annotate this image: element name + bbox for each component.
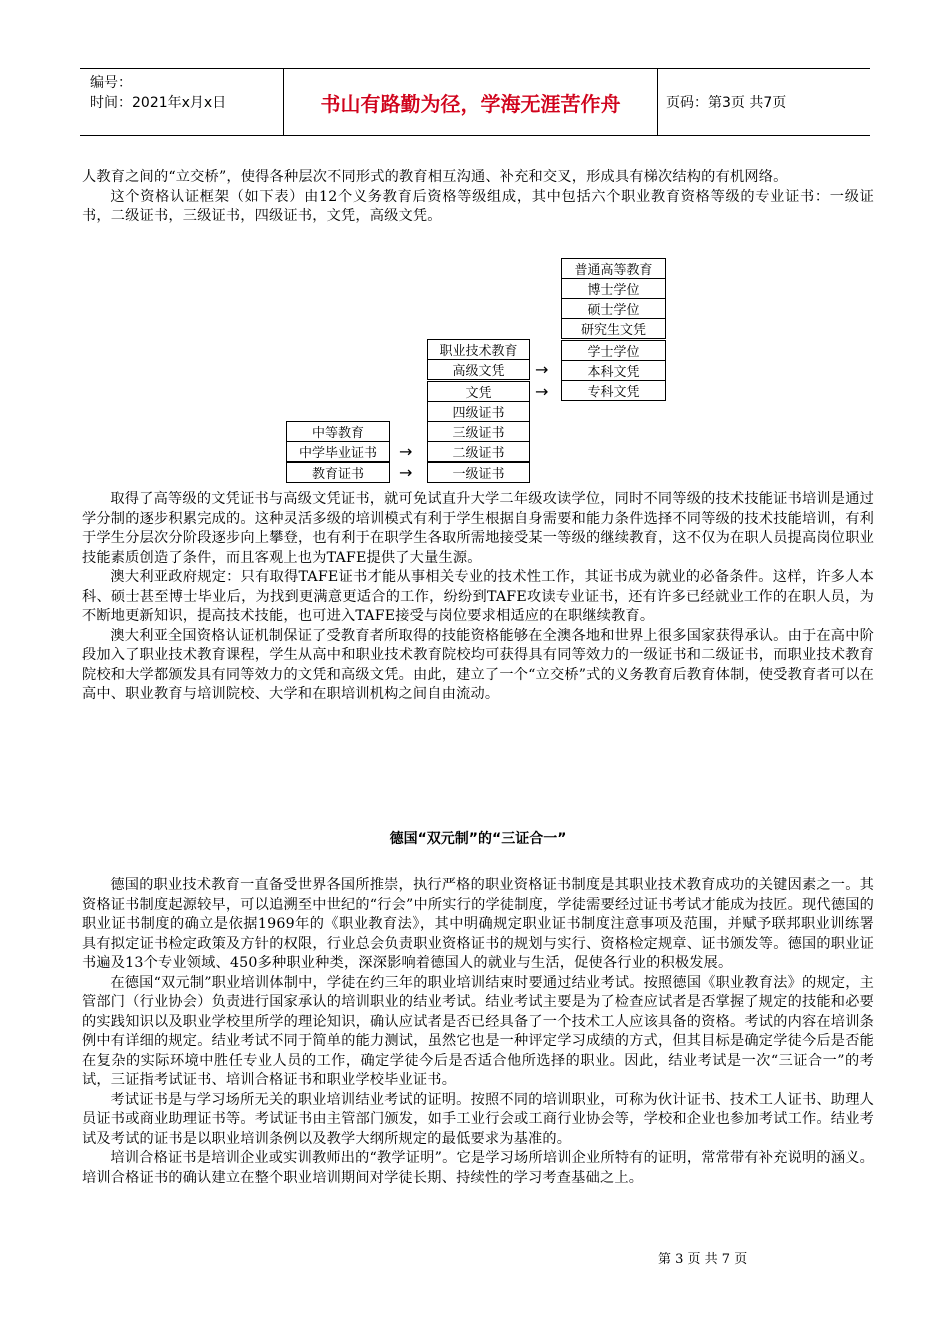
diagram-box-higher-ed-title: 普通高等教育 bbox=[561, 258, 666, 279]
document-number-label: 编号： bbox=[90, 75, 132, 91]
diagram-box-bachelor: 学士学位 bbox=[561, 340, 666, 361]
section-heading: 德国“双元制”的“三证合一” bbox=[389, 831, 567, 847]
diagram-box-cert-3: 三级证书 bbox=[427, 421, 530, 442]
paragraph: 澳大利亚政府规定：只有取得TAFE证书才能从事相关专业的技术性工作，其证书成为就业的必备条件。这样，许多人本科、硕士甚至博士毕业后，为找到更满意更适合的工作，纷纷到TAFE攻读专业证书，还有许多已经就业工作的在职人员，为不断地更新知识，提高技术技能，也可进入TAFE接受与岗位要求相适应的在职继续教育。 bbox=[82, 569, 874, 624]
page-footer: 第 3 页 共 7 页 bbox=[658, 1252, 748, 1267]
header-page-info: 页码：第3页 共7页 bbox=[666, 95, 787, 111]
arrow-right-icon: → bbox=[535, 360, 549, 379]
diagram-box-diploma: 文凭 bbox=[427, 381, 530, 402]
paragraph: 在德国“双元制”职业培训体制中，学徒在约三年的职业培训结束时要通过结业考试。按照德国《职业教育法》的规定，主管部门（行业协会）负责进行国家承认的培训职业的结业考试。结业考试主要是为了检查应试者是否掌握了规定的技能和必要的实践知识以及职业学校里所学的理论知识，确认应试者是否已经具备了一个技术工人应该具备的资格。考试的内容在培训条例中有详细的规定。结业考试不同于简单的能力测试，虽然它也是一种评定学习成绩的方式，但其目标是确定学徒今后是否能在复杂的实际环境中胜任专业人员的工作，确定学徒今后是否适合他所选择的职业。因此，结业考试是一次“三证合一”的考试，三证指考试证书、培训合格证书和职业学校毕业证书。 bbox=[82, 974, 874, 1088]
page-header bbox=[80, 68, 870, 136]
diagram-box-vocational-title: 职业技术教育 bbox=[427, 339, 530, 360]
diagram-box-secondary-certificate: 中学毕业证书 bbox=[286, 441, 390, 462]
diagram-box-undergrad-diploma: 本科文凭 bbox=[561, 360, 666, 381]
diagram-box-doctorate: 博士学位 bbox=[561, 278, 666, 299]
diagram-box-secondary-title: 中等教育 bbox=[286, 421, 390, 442]
diagram-box-cert-2: 二级证书 bbox=[427, 441, 530, 462]
document-date: 时间：2021年x月x日 bbox=[90, 95, 227, 111]
diagram-box-cert-4: 四级证书 bbox=[427, 401, 530, 422]
arrow-right-icon: → bbox=[535, 382, 549, 401]
paragraph: 人教育之间的“立交桥”，使得各种层次不同形式的教育相互沟通、补充和交叉，形成具有梯次结构的有机网络。 bbox=[82, 169, 788, 185]
paragraph: 德国的职业技术教育一直备受世界各国所推崇，执行严格的职业资格证书制度是其职业技术教育成功的关键因素之一。其资格证书制度起源较早，可以追溯至中世纪的“行会”中所实行的学徒制度，学徒需要经过证书考试才能成为技匠。现代德国的职业证书制度的确立是依据1969年的《职业教育法》，其中明确规定职业证书制度注意事项及范围，并赋予联邦职业训练署具有拟定证书检定政策及方针的权限，行业总会负责职业资格证书的规划与实行、资格检定规章、证书颁发等。德国的职业证书遍及13个专业领域、450多种职业种类，深深影响着德国人的就业与生活，促使各行业的积极发展。 bbox=[82, 877, 874, 971]
header-motto: 书山有路勤为径，学海无涯苦作舟 bbox=[283, 69, 658, 135]
diagram-box-associate-diploma: 专科文凭 bbox=[561, 380, 666, 401]
arrow-right-icon: → bbox=[399, 463, 413, 482]
australia-text bbox=[82, 490, 874, 705]
diagram-box-education-certificate: 教育证书 bbox=[286, 462, 390, 483]
diagram-box-cert-1: 一级证书 bbox=[427, 462, 530, 483]
paragraph: 培训合格证书是培训企业或实训教师出的“教学证明”。它是学习场所培训企业所特有的证明，常常带有补充说明的涵义。培训合格证书的确认建立在整个职业培训期间对学徒长期、持续性的学习考查基础之上。 bbox=[82, 1150, 874, 1186]
arrow-right-icon: → bbox=[399, 442, 413, 461]
diagram-box-advanced-diploma: 高级文凭 bbox=[427, 359, 530, 380]
paragraph: 澳大利亚全国资格认证机制保证了受教育者所取得的技能资格能够在全澳各地和世界上很多国家获得承认。由于在高中阶段加入了职业技术教育课程，学生从高中和职业技术教育院校均可获得具有同等效力的一级证书和二级证书，而职业技术教育院校和大学都颁发具有同等效力的文凭和高级文凭。由此，建立了一个“立交桥”式的义务教育后教育体制，使受教育者可以在高中、职业教育与培训院校、大学和在职培训机构之间自由流动。 bbox=[82, 627, 874, 702]
header-meta bbox=[90, 73, 280, 113]
intro-text bbox=[82, 168, 874, 227]
paragraph: 这个资格认证框架（如下表）由12个义务教育后资格等级组成，其中包括六个职业教育资格等级的专业证书：一级证书，二级证书，三级证书，四级证书，文凭，高级文凭。 bbox=[82, 188, 874, 224]
diagram-box-graduate-diploma: 研究生文凭 bbox=[561, 318, 666, 339]
germany-text bbox=[82, 876, 874, 1188]
paragraph: 考试证书是与学习场所无关的职业培训结业考试的证明。按照不同的培训职业，可称为伙计证书、技术工人证书、助理人员证书或商业助理证书等。考试证书由主管部门颁发，如手工业行会或工商行业协会等，学校和企业也参加考试工作。结业考试及考试的证书是以职业培训条例以及教学大纲所规定的最低要求为基准的。 bbox=[82, 1091, 874, 1147]
diagram-box-masters: 硕士学位 bbox=[561, 298, 666, 319]
paragraph: 取得了高等级的文凭证书与高级文凭证书，就可免试直升大学二年级攻读学位，同时不同等级的技术技能证书培训是通过学分制的逐步积累完成的。这种灵活多级的培训模式有利于学生根据自身需要和能力条件选择不同等级的技术技能培训，有利于学生分层次分阶段逐步向上攀登，也有利于在职学生各取所需地接受某一等级的继续教育，这不仅为在职人员提高岗位职业技能素质创造了条件，而且客观上也为TAFE提供了大量生源。 bbox=[82, 491, 874, 566]
